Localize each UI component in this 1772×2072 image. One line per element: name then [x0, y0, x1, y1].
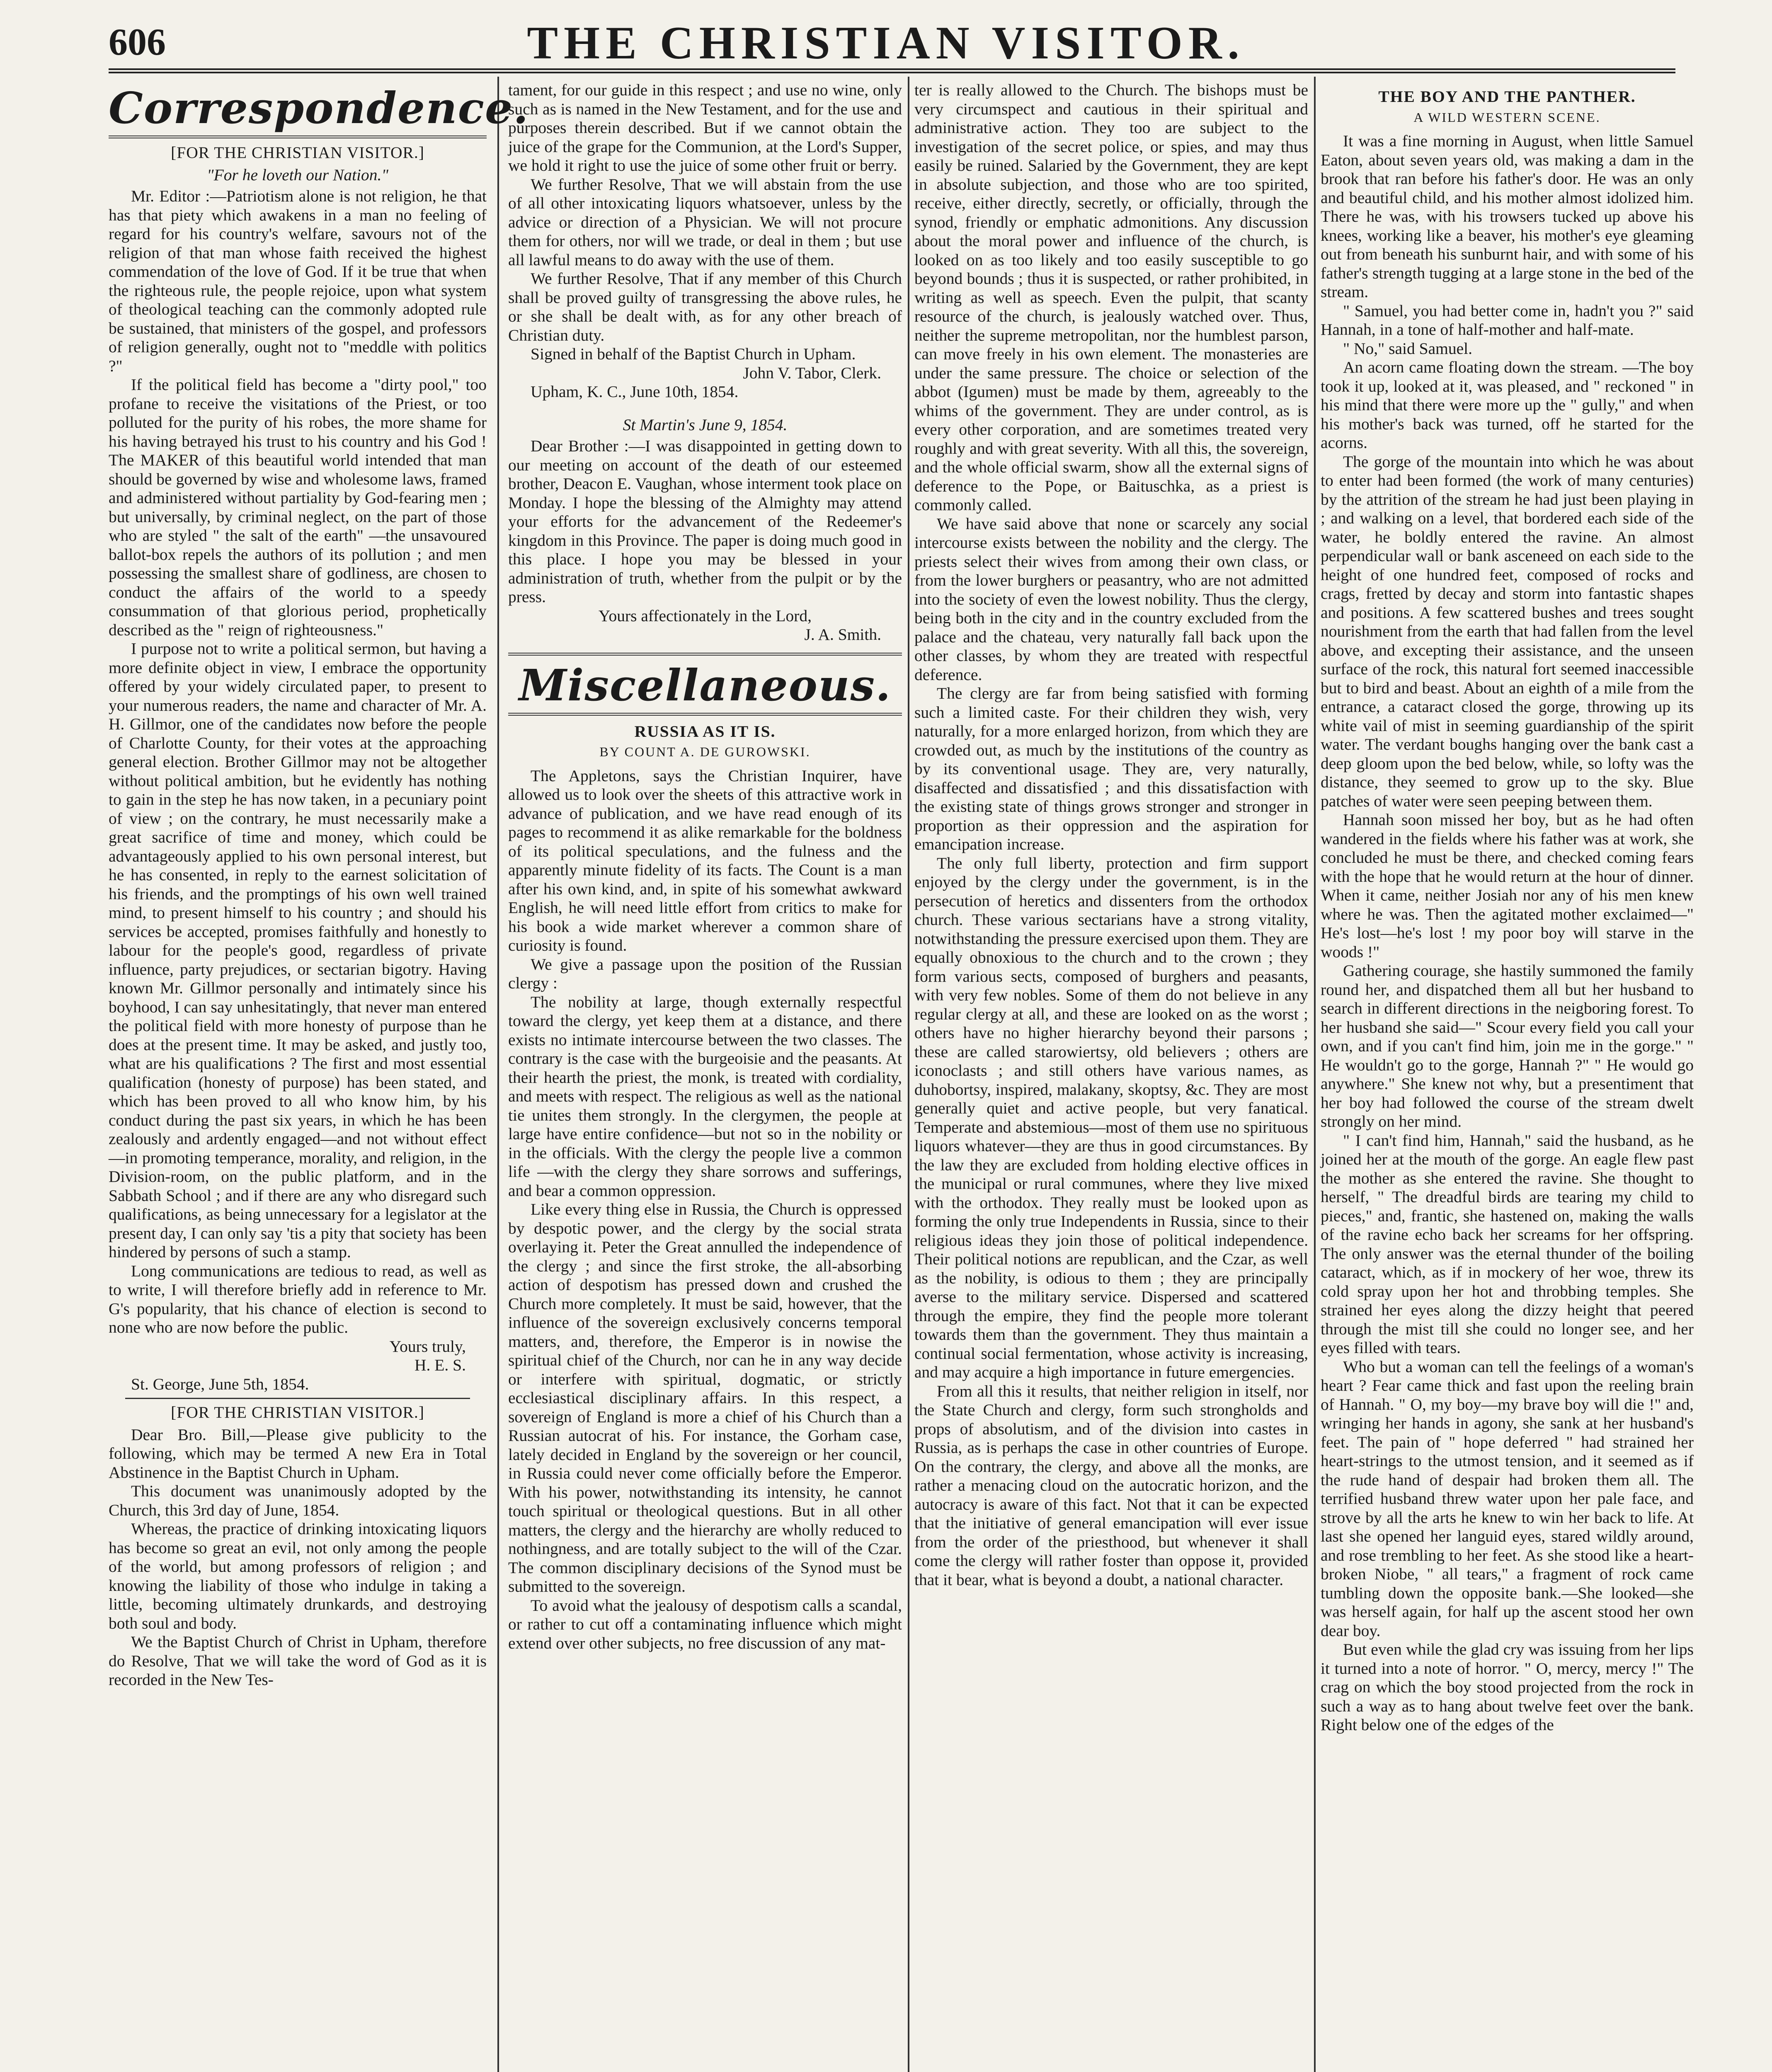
- byline: BY COUNT A. DE GUROWSKI.: [599, 744, 811, 759]
- paragraph: We further Resolve, That we will abstain from the use of all other intoxicating liquors whatsoever, unless by the advice or direction of a Physician. We will not procure them for others, nor will we trade, or deal in them ; but use all lawful means to do away with the use of them.: [508, 175, 902, 269]
- paragraph: " Samuel, you had better come in, hadn't you ?" said Hannah, in a tone of half-mother and half-mate.: [1321, 301, 1694, 339]
- paragraph: " I can't find him, Hannah," said the husband, as he joined her at the mouth of the gorge. An eagle flew past the mother as she entered the ravine. She thought to herself, " The dreadful birds are tearing my child to pieces," and, frantic, she hastened on, making the walls of the ravine echo back her screams for her offspring. The only answer was the eternal thunder of the boiling cataract, which, as if in mockery of her woe, threw its cold spray upon her hot and throbbing temples. She strained her eyes along the dizzy height that peered through the mist till she could no longer see, and her eyes filled with tears.: [1321, 1131, 1694, 1357]
- paragraph: We further Resolve, That if any member of this Church shall be proved guilty of transgressing the above rules, he or she shall be dealt with, as for any other breach of Christian duty.: [508, 269, 902, 344]
- heading-rule: [508, 653, 902, 656]
- paragraph: Hannah soon missed her boy, but as he had often wandered in the fields where his father was at work, she concluded he must be there, and checked coming fears with the hope that he would return at the hour of dinner. When it came, neither Josiah nor any of his men knew where he was. Then the agitated mother exclaimed—" He's lost—he's lost ! my poor boy will starve in the woods !": [1321, 811, 1694, 961]
- paragraph: From all this it results, that neither religion in itself, nor the State Church and clergy, form such strongholds and props of absolutism, and of the division into castes in Russia, as is perhaps the case in other countries of Europe. On the contrary, the clergy, and above all the monks, are rather a menacing cloud on the autocratic horizon, and the autocracy is aware of this fact. Not that it can be expected that the initiative of general emancipation will ever issue from the order of the priesthood, but whenever it shall come the clergy will rather foster than oppose it, provided that it bear, what is beyond a doubt, a national character.: [914, 1382, 1308, 1589]
- paragraph: The gorge of the mountain into which he was about to enter had been formed (the work of many centuries) by the attrition of the stream he had just been playing in ; and walking on a level, that bordered each side of the water, he boldly entered the ravine. An almost perpendicular wall or bank asceneed on each side to the height of one hundred feet, composed of rocks and crags, fretted by decay and storm into fantastic shapes and positions. A few scattered bushes and trees sought nourishment from the earth that had fallen from the level above, and excepting their assistance, and the unseen surface of the rock, this natural fort seemed inaccessible but to bird and beast. About an eighth of a mile from the entrance, a cataract closed the gorge, throwing up its white vail of mist in seeming guardianship of the spirit water. The verdant boughs hanging over the bank cast a deep gloom upon the bed below, while, so lofty was the distance, they seemed to grow up to the sky. Blue patches of water were seen peeping between them.: [1321, 452, 1694, 810]
- column-divider: [497, 77, 499, 2072]
- paragraph: But even while the glad cry was issuing from her lips it turned into a note of horror. " O, mercy, mercy !" The crag on which the boy stood projected from the rock in such a way as to hang about twelve feet over the bank. Right below one of the edges of the: [1321, 1640, 1694, 1734]
- column-1: [109, 81, 529, 2072]
- article-title: RUSSIA AS IT IS.: [634, 722, 776, 741]
- heading-rule: [109, 136, 487, 138]
- paragraph: We the Baptist Church of Christ in Upham, therefore do Resolve, That we will take the word of God as it is recorded in the New Tes-: [109, 1633, 487, 1689]
- paragraph: The Appletons, says the Christian Inquirer, have allowed us to look over the sheets of this attractive work in advance of publication, and we have read enough of its pages to recommend it as alike remarkable for the boldness of its political speculations, and the fulness and the apparently minute fidelity of its facts. The Count is a man after his own kind, and, in spite of his somewhat awkward English, he will need little effort from critics to make for his book a wide market wherever a common share of curiosity is found.: [508, 766, 902, 954]
- closing: Yours affectionately in the Lord,: [598, 606, 812, 625]
- paragraph: Like every thing else in Russia, the Church is oppressed by despotic power, and the clergy by the social strata overlaying it. Peter the Great annulled the independence of the clergy ; and since the first stroke, the all-absorbing action of despotism has pressed down and crushed the Church more completely. It must be said, however, that the influence of the sovereign exclusively concerns temporal matters, and, therefore, the Emperor is in nowise the spiritual chief of the Church, nor can he in any way decide or interfere with spiritual, dogmatic, or strictly ecclesiastical disciplinary affairs. In this respect, a sovereign of England is more a chief of his Church than a Russian autocrat of his. For instance, the Gorham case, lately decided in England by the sovereign or her council, in Russia could never come officially before the Emperor. With his power, notwithstanding its intensity, he cannot touch spiritual or theological questions. But in all other matters, the clergy and the hierarchy are wholly reduced to nothingness, and are totally subject to the will of the Czar. The common disciplinary decisions of the Synod must be submitted to the sovereign.: [508, 1200, 902, 1595]
- newspaper-title: THE CHRISTIAN VISITOR.: [527, 17, 1245, 69]
- paragraph: Gathering courage, she hastily summoned the family round her, and dispatched them all but her husband to search in different directions in the neigboring forest. To her husband she said—" Scour every field you call your own, and if you can't find him, join me in the gorge." " He wouldn't go to the gorge, Hannah ?" " He would go anywhere." She knew not why, but a presentiment that her boy had followed the course of the stream dwelt strongly on her mind.: [1321, 961, 1694, 1130]
- masthead-rule: [109, 68, 1675, 73]
- paragraph: It was a fine morning in August, when little Samuel Eaton, about seven years old, was making a dam in the brook that ran before his father's door. He was an only and beautiful child, and his mother almost idolized him. There he was, with his trowsers tucked up above his knees, working like a beaver, his mother's eye gleaming out from beneath his sunburnt hair, and with some of his father's strength tugging at a large stone in the bed of the stream.: [1321, 132, 1694, 301]
- paragraph: tament, for our guide in this respect ; and use no wine, only such as is named in the New Testament, and for the use and purposes therein described. But if we cannot obtain the juice of the grape for the Communion, at the Lord's Supper, we hold it right to use the juice of some other fruit or berry.: [508, 81, 902, 174]
- paragraph: Signed in behalf of the Baptist Church in Upham.: [531, 345, 856, 363]
- dateline: St Martin's June 9, 1854.: [623, 415, 788, 434]
- masthead: [0, 0, 1772, 70]
- column-3: [914, 81, 1308, 2072]
- page-number: 606: [109, 21, 166, 63]
- paragraph: This document was unanimously adopted by the Church, this 3rd day of June, 1854.: [109, 1482, 487, 1519]
- paragraph: I purpose not to write a political sermon, but having a more definite object in view, I embrace the opportunity offered by your widely circulated paper, to present to your numerous readers, the name and character of Mr. A. H. Gillmor, one of the candidates now before the people of Charlotte County, for their votes at the approaching general election. Brother Gillmor may not be altogether without political ambition, but he evidently has nothing to gain in the step he has now taken, in a pecuniary point of view ; on the contrary, he must necessarily make a great sacrifice of time and money, which could be advantageously applied to his own personal interest, but he has consented, in reply to the earnest solicitation of his friends, and the promptings of his own well trained mind, to present himself to his country ; and should his services be accepted, promises faithfully and honestly to labour for the people's good, regardless of private influence, party prejudices, or sectarian bigotry. Having known Mr. Gillmor personally and intimately since his boyhood, I can say unhesitatingly, that never man entered the political field with more honesty of purpose than he does at the present time. It may be asked, and justly too, what are his qualifications ? The first and most essential qualification (honesty of purpose) has been stated, and which has been proved to all who know him, by his conduct during the past six years, in which he has been zealously and ardently engaged—and not without effect—in promoting temperance, morality, and religion, in the Division-room, on the public platform, and in the Sabbath School ; and if there are any who disregard such qualifications, as being unnecessary for a legislator at the present day, I can only say 'tis a pity that society has been hindered by persons of such a stamp.: [109, 639, 487, 1261]
- paragraph: Who but a woman can tell the feelings of a woman's heart ? Fear came thick and fast upon the reeling brain of Hannah. " O, my boy—my brave boy will die !" and, wringing her hands in agony, she sank at her husband's feet. The pain of " hope deferred " had strained her heart-strings to the utmost tension, and it seemed as if the rude hand of despair had broken them all. The terrified husband threw water upon her pale face, and strove by all the arts he knew to win her back to life. At last she opened her languid eyes, stared wildly around, and rose trembling to her feet. As she stood like a heart-broken Niobe, " all tears," a fragment of rock came tumbling down the opposite bank.—She looked—she was herself again, for half up the ascent stood her own dear boy.: [1321, 1357, 1694, 1640]
- column-divider: [908, 77, 909, 2072]
- paragraph: Dear Brother :—I was disappointed in getting down to our meeting on account of the death of our esteemed brother, Deacon E. Vaughan, whose interment took place on Monday. I hope the blessing of the Almighty may attend your efforts for the advancement of the Redeemer's kingdom in this Province. The paper is doing much good in this place. I hope you may be blessed in your administration of truth, whether from the pulpit or by the press.: [508, 437, 902, 606]
- signature: John V. Tabor, Clerk.: [743, 363, 881, 382]
- paragraph: ter is really allowed to the Church. The bishops must be very circumspect and cautious in their spiritual and administrative action. They too are subject to the investigation of the secret police, or spies, and may thus easily be ruined. Salaried by the Government, they are kept in absolute subjection, and those who are too spirited, receive, either directly, secretly, or officially, through the synod, friendly or emphatic admonitions. Any discussion about the moral power and influence of the church, is looked on as too likely and too easily susceptible to go beyond bounds ; thus it is suspected, or rather prohibited, in writing as well as speech. Even the pulpit, that scanty resource of the church, is jealously watched over. Thus, neither the supreme metropolitan, nor the humblest parson, can move freely in his own element. The monasteries are under the same pressure. The choice or selection of the abbot (Igumen) must be made by them, agreeably to the whims of the government. They are under control, as is every other corporation, and are sometimes treated very roughly and with great severity. With all this, the sovereign, and the whole official swarm, show all the external signs of deference to the Pope, or Baituschka, as a priest is commonly called.: [914, 81, 1308, 514]
- paragraph: If the political field has become a "dirty pool," too profane to receive the visitations of the Priest, or too polluted for the purity of his robes, the more shame for his having betrayed his trust to his country and his God ! The MAKER of this beautiful world intended that man should be governed by wise and wholesome laws, framed and administered without partiality by God-fearing men ; but universally, by criminal neglect, on the part of those who are styled " the salt of the earth" —the unsavoured ballot-box repels the authors of its pollution ; and men possessing the smallest share of godliness, are chosen to conduct the affairs of the world to a speedy consummation of that glorious period, prophetically described as the " reign of righteousness.": [109, 375, 487, 639]
- dateline: St. George, June 5th, 1854.: [131, 1375, 309, 1393]
- separator-rule: [125, 1398, 470, 1399]
- signature: H. E. S.: [415, 1356, 466, 1374]
- section-heading-correspondence: Correspondence.: [109, 82, 529, 133]
- signature: J. A. Smith.: [804, 625, 881, 644]
- for-line: [FOR THE CHRISTIAN VISITOR.]: [171, 1403, 424, 1421]
- letter-motto: "For he loveth our Nation.": [206, 165, 388, 184]
- closing: Yours truly,: [389, 1337, 466, 1356]
- paragraph: To avoid what the jealousy of despotism calls a scandal, or rather to cut off a contaminating influence which might extend over other subjects, no free discussion of any mat-: [508, 1596, 902, 1652]
- paragraph: We have said above that none or scarcely any social intercourse exists between the nobility and the clergy. The priests select their wives from among their own class, or from the lower burghers or peasantry, who are not admitted into the society of even the lowest nobility. Thus the clergy, being both in the city and in the country excluded from the palace and the chateau, very naturally fall back upon the other classes, by whom they are treated with respectful deference.: [914, 514, 1308, 684]
- section-heading-miscellaneous: Miscellaneous.: [519, 659, 892, 711]
- story-title: THE BOY AND THE PANTHER.: [1378, 87, 1636, 106]
- paragraph: An acorn came floating down the stream. —The boy took it up, looked at it, was pleased, and " reckoned " in his mind that there were more up the " gully," and when his mother's back was turned, off he started for the acorns.: [1321, 358, 1694, 452]
- paragraph: Dear Bro. Bill,—Please give publicity to the following, which may be termed A new Era in Total Abstinence in the Baptist Church in Upham.: [109, 1425, 487, 1481]
- paragraph: The clergy are far from being satisfied with forming such a limited caste. For their children they wish, very naturally, for a more enlarged horizon, from which they are crowded out, as much by the institutions of the country as by its conventional usage. They are, very naturally, disaffected and dissatisfied ; and this dissatisfaction with the existing state of things grows stronger and stronger in proportion as their oppression and the aspiration for emancipation increase.: [914, 684, 1308, 853]
- paragraph: " No," said Samuel.: [1343, 339, 1473, 358]
- story-subtitle: A WILD WESTERN SCENE.: [1413, 109, 1601, 125]
- column-2: [508, 81, 902, 2072]
- column-4: [1321, 81, 1694, 2072]
- paragraph: Long communications are tedious to read, as well as to write, I will therefore briefly add in reference to Mr. G's popularity, that his chance of election is second to none who are now before the public.: [109, 1261, 487, 1336]
- column-divider: [1314, 77, 1316, 2072]
- heading-rule: [508, 713, 902, 716]
- paragraph: The nobility at large, though externally respectful toward the clergy, yet keep them at a distance, and there exists no intimate intercourse between the two classes. The contrary is the case with the burgeoisie and the peasants. At their hearth the priest, the monk, is treated with cordiality, and meets with respect. The religious as well as the national tie unites them strongly. In the clergymen, the people at large have entire confidence—but not so in the nobility or in the officials. With the clergy the people live a common life —with the clergy they share sorrows and sufferings, and bear a common oppression.: [508, 992, 902, 1200]
- paragraph: Whereas, the practice of drinking intoxicating liquors has become so great an evil, not only among the people of the world, but among professors of religion ; and knowing the liability of those who indulge in taking a little, becoming ultimately drunkards, and destroying both soul and body.: [109, 1520, 487, 1632]
- paragraph: We give a passage upon the position of the Russian clergy :: [508, 955, 902, 992]
- paragraph: The only full liberty, protection and firm support enjoyed by the clergy under the government, is in the persecution of heretics and dissenters from the orthodox church. These various sectarians have a strong vitality, notwithstanding the pressure exercised upon them. They are equally obnoxious to the church and to the crown ; they form various sects, composed of burghers and peasants, with very few nobles. Some of them do not believe in any regular clergy at all, and these are looked on as the worst ; others have no higher hierarchy beyond their parsons ; these are called starowiertsy, old believers ; others are iconoclasts ; and still others have various names, as duhobortsy, inspired, malakany, skoptsy, &c. They are most generally quiet and active people, but very fanatical. Temperate and abstemious—most of them use no spirituous liquors whatever—they are thus in good circumstances. By the law they are excluded from holding elective offices in the municipal or rural communes, where they live mixed with the orthodox. They really must be looked upon as forming the only true Independents in Russia, since to their religious ideas they join those of political independence. Their political notions are republican, and the Czar, as well as the nobility, is odious to them ; they are principally averse to the military service. Dispersed and scattered through the empire, they find the people more tolerant towards them than the government. They thus maintain a continual social fermentation, whose activity is increasing, and may acquire a high importance in future emergencies.: [914, 854, 1308, 1381]
- paragraph: Mr. Editor :—Patriotism alone is not religion, he that has that piety which awakens in a man no feeling of regard for his country's welfare, savours not of the religion of that man whose faith received the highest commendation of the love of God. If it be true that when the righteous rule, the people rejoice, upon what system of theological teaching can the commonly adopted rule be sustained, that ministers of the gospel, and professors of religion generally, ought not to "meddle with politics ?": [109, 187, 487, 375]
- dateline: Upham, K. C., June 10th, 1854.: [531, 382, 739, 401]
- for-line: [FOR THE CHRISTIAN VISITOR.]: [171, 143, 424, 162]
